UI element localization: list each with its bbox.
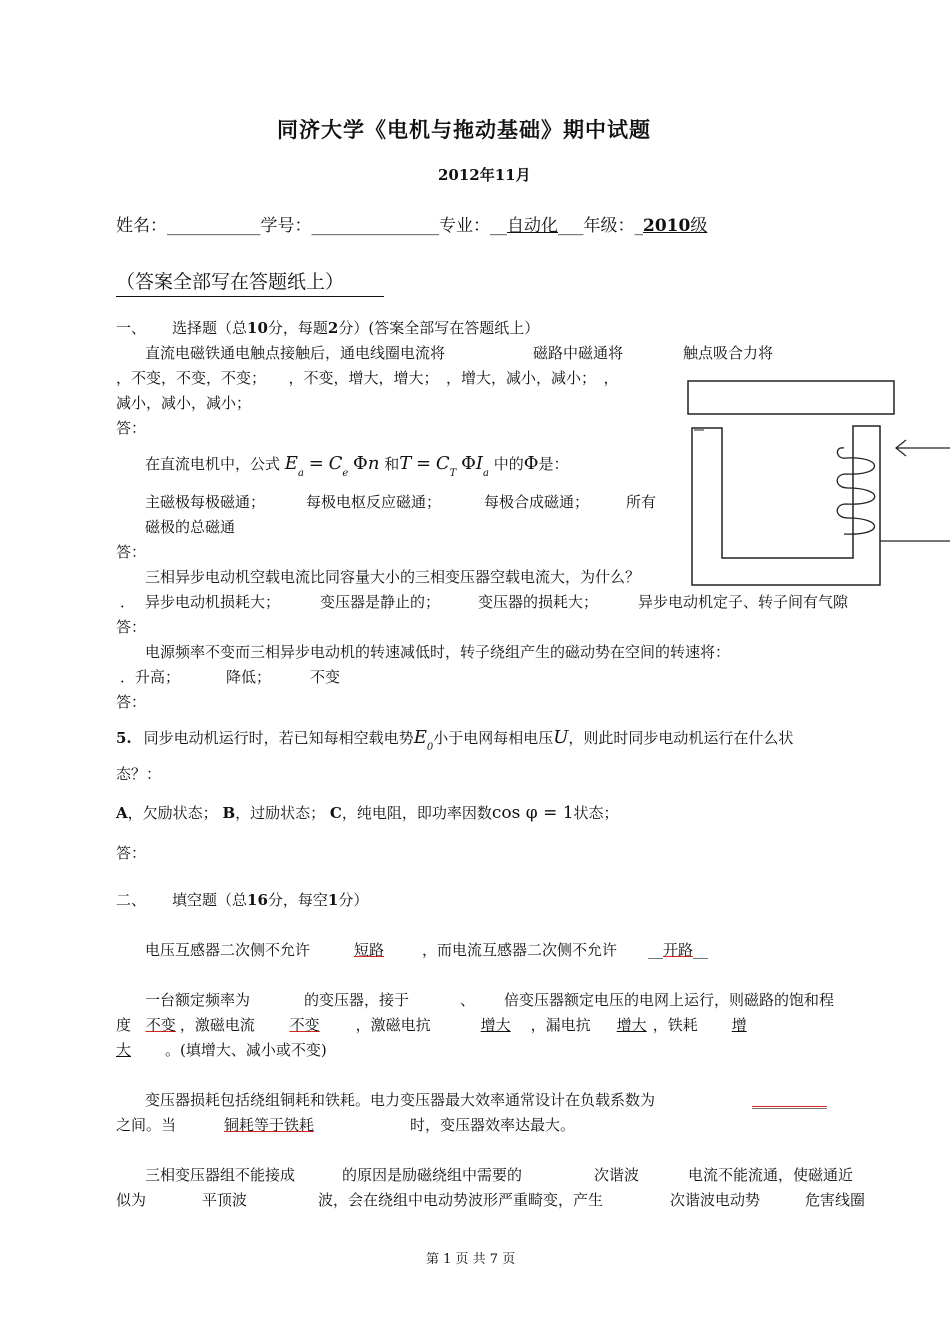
q2-sub-a: a — [297, 468, 304, 479]
q5-cos-formula: cos φ = 1 — [491, 803, 574, 823]
q2-stem-a: 在直流电机中，公式 — [145, 455, 281, 473]
grade-pre: _ — [634, 216, 643, 236]
fill4-a: 三相变压器组不能接成 — [145, 1166, 296, 1184]
q5-stem-d: 态？： — [116, 765, 162, 783]
q5-option-c-letter: C — [329, 804, 342, 822]
fill3-l2-a: 之间。当 — [116, 1116, 177, 1134]
fill2-answer-4: 增大 — [616, 1016, 647, 1034]
q4-answer: 答： — [116, 693, 147, 711]
section2-title-c: 分） — [338, 891, 369, 909]
fill1-b: ，而电流互感器二次侧不允许 — [422, 941, 618, 959]
exam-date: 2012年11月 — [438, 166, 531, 184]
q2-symbol-phi-3: Φ — [523, 453, 539, 474]
grade-value: 2010 — [643, 216, 691, 236]
q2-option-3: 每极合成磁通； — [484, 493, 590, 511]
q5-option-c: ，纯电阻，即功率因数 — [341, 804, 492, 822]
section1-title-a: 选择题（总 — [172, 319, 248, 337]
q2-option-4: 所有 — [626, 493, 657, 511]
q3-option-3: 变压器的损耗大； — [478, 593, 599, 611]
section1-title-b: 分，每题 — [267, 319, 328, 337]
section1-each: 2 — [327, 319, 339, 337]
section2-each: 1 — [327, 891, 339, 909]
q1-options-2: 减小，减小，减小； — [116, 394, 252, 412]
q2-sub-T: T — [449, 468, 457, 479]
q3-option-2: 变压器是静止的； — [320, 593, 441, 611]
q2-stem — [145, 452, 569, 479]
page-footer: 第 1 页 共 7 页 — [426, 1252, 516, 1267]
q5-stem-a: 同步电动机运行时，若已知每相空载电势 — [143, 729, 414, 747]
fill3-answer: 铜耗等于铁耗 — [224, 1116, 315, 1134]
iron-core — [692, 426, 880, 585]
section2-title-b: 分，每空 — [267, 891, 328, 909]
fill3-blank: __________ — [752, 1091, 827, 1109]
q4-option-2: 降低； — [226, 668, 272, 686]
answer-note: （答案全部写在答题纸上） — [116, 272, 384, 297]
grade-label: 年级： — [583, 216, 635, 236]
grade-suffix: 级 — [690, 216, 708, 236]
fill2-answer-2: 不变 — [289, 1016, 320, 1034]
section2-title-a: 填空题（总 — [172, 891, 248, 909]
q2-option-4b: 磁极的总磁通 — [145, 518, 236, 536]
fill2-b: 的变压器，接于 — [304, 991, 410, 1009]
fill2-l2-a: 度 — [116, 1016, 132, 1034]
fill2-l2-d: ，漏电抗 — [530, 1016, 591, 1034]
name-blank: ___________ — [167, 216, 261, 236]
fill4-d: 电流不能流通，使磁通近 — [688, 1166, 854, 1184]
fill2-a: 一台额定频率为 — [145, 991, 251, 1009]
q2-stem-c: 是： — [538, 455, 569, 473]
fill2-l3-b: 。(填增大、减小或不变) — [165, 1041, 327, 1059]
fill2-d: 倍变压器额定电压的电网上运行，则磁路的饱和程 — [504, 991, 835, 1009]
q2-option-2: 每极电枢反应磁通； — [306, 493, 442, 511]
section2-heading — [116, 890, 368, 910]
q2-symbol-I: I — [475, 453, 483, 474]
q4-option-1: ．升高； — [120, 668, 181, 686]
section1-total: 10 — [247, 319, 268, 337]
fill1-answer-1: 短路 — [354, 941, 385, 959]
q2-stem-b: 中的 — [493, 455, 524, 473]
fill1-answer-2: 开路 — [663, 941, 694, 959]
fill2-l2-c: ，激磁电抗 — [355, 1016, 431, 1034]
q4-stem: 电源频率不变而三相异步电动机的转速减低时，转子绕组产生的磁动势在空间的转速将： — [145, 643, 731, 661]
major-post: ___ — [558, 216, 584, 236]
fill2-c: 、 — [460, 991, 476, 1009]
q4-option-3: 不变 — [310, 668, 341, 686]
electromagnet-diagram — [684, 378, 950, 598]
major-value: 自动化 — [507, 216, 558, 236]
q2-equals-2: = — [416, 453, 432, 474]
q5-option-a: ，欠励状态； — [127, 804, 218, 822]
fill1-pre2: __ — [648, 941, 663, 959]
q3-option-1: 异步电动机损耗大； — [145, 593, 281, 611]
fill2-line3 — [116, 1040, 327, 1060]
q5-option-c-end: 状态； — [573, 804, 619, 822]
fill4-b: 的原因是励磁绕组中需要的 — [342, 1166, 523, 1184]
q1-options: ，不变，不变，不变； ，不变，增大，增大； ，增大，减小，减小； ， — [116, 369, 619, 387]
id-label: 学号： — [260, 216, 312, 236]
student-info-line — [116, 214, 707, 238]
q5-symbol-U: U — [553, 727, 569, 748]
fill2-answer-5a: 增 — [731, 1016, 747, 1034]
q5-stem-c: ，则此时同步电动机运行在什么状 — [568, 729, 794, 747]
fill3-a: 变压器损耗包括绕组铜耗和铁耗。电力变压器最大效率通常设计在负载系数为 — [145, 1091, 656, 1109]
q1-stem-b: 磁路中磁通将 — [533, 344, 624, 362]
fill2-answer-5b: 大 — [116, 1041, 132, 1059]
page-title: 同济大学《电机与拖动基础》期中试题 — [277, 118, 651, 142]
q2-equals-1: = — [308, 453, 324, 474]
fill4-l2-b: 平顶波 — [202, 1191, 248, 1209]
q2-answer: 答： — [116, 543, 147, 561]
q2-option-1: 主磁极每极磁通； — [145, 493, 266, 511]
q3-lead: ． — [120, 593, 136, 611]
q2-symbol-T: T — [399, 453, 412, 474]
fill4-l2-e: 危害线圈 — [805, 1191, 866, 1209]
q5-answer: 答： — [116, 844, 147, 862]
q2-symbol-phi: Φ — [353, 453, 368, 474]
section1-heading — [116, 318, 539, 338]
q1-answer: 答： — [116, 419, 147, 437]
fill2-line2 — [116, 1015, 747, 1035]
q2-sub-e: e — [342, 468, 349, 479]
id-blank: _______________ — [311, 216, 439, 236]
q1-stem-c: 触点吸合力将 — [683, 344, 774, 362]
q5-number: 5. — [116, 729, 132, 747]
q5-option-b-letter: B — [222, 804, 236, 822]
section1-number: 一、 — [116, 319, 147, 337]
section1-title-c: 分）(答案全部写在答题纸上） — [338, 319, 540, 337]
q5-stem-b: 小于电网每相电压 — [433, 729, 554, 747]
fill1-answer-2-line — [648, 940, 708, 960]
fill2-answer-3: 增大 — [480, 1016, 511, 1034]
fill4-l2-c: 波，会在绕组中电动势波形严重畸变，产生 — [318, 1191, 604, 1209]
q5-sub-0: 0 — [426, 742, 434, 753]
fill2-answer-1: 不变 — [145, 1016, 176, 1034]
q5-stem — [116, 726, 793, 753]
q2-symbol-C: C — [328, 453, 343, 474]
q3-stem: 三相异步电动机空载电流比同容量大小的三相变压器空载电流大，为什么？ — [145, 568, 641, 586]
q5-option-b: ，过励状态； — [235, 804, 326, 822]
major-pre: __ — [490, 216, 507, 236]
q5-options — [116, 801, 619, 825]
q1-stem-a: 直流电磁铁通电触点接触后，通电线圈电流将 — [145, 344, 446, 362]
coil-winding — [837, 448, 875, 534]
q2-symbol-E: E — [284, 453, 298, 474]
fill1-post2: __ — [693, 941, 709, 959]
fill4-l2-a: 似为 — [116, 1191, 147, 1209]
armature-plate — [688, 381, 894, 414]
fill4-l2-d: 次谐波电动势 — [670, 1191, 761, 1209]
q2-symbol-phi-2: Φ — [461, 453, 476, 474]
q3-option-4: 异步电动机定子、转子间有气隙 — [638, 593, 849, 611]
section2-total: 16 — [247, 891, 268, 909]
section2-number: 二、 — [116, 891, 147, 909]
q5-symbol-E: E — [413, 727, 427, 748]
fill4-c: 次谐波 — [594, 1166, 640, 1184]
major-label: 专业： — [439, 216, 490, 236]
q2-sub-a2: a — [483, 468, 489, 479]
q5-option-a-letter: A — [116, 804, 128, 822]
name-label: 姓名： — [116, 216, 167, 236]
q2-and: 和 — [384, 455, 400, 473]
fill1-a: 电压互感器二次侧不允许 — [145, 941, 311, 959]
fill3-l2-b: 时，变压器效率达最大。 — [410, 1116, 576, 1134]
fill2-l2-b: ，激磁电流 — [179, 1016, 255, 1034]
fill2-l2-e: ，铁耗 — [652, 1016, 698, 1034]
q2-symbol-C2: C — [435, 453, 450, 474]
q3-answer: 答： — [116, 618, 147, 636]
q2-symbol-n: n — [367, 453, 380, 474]
